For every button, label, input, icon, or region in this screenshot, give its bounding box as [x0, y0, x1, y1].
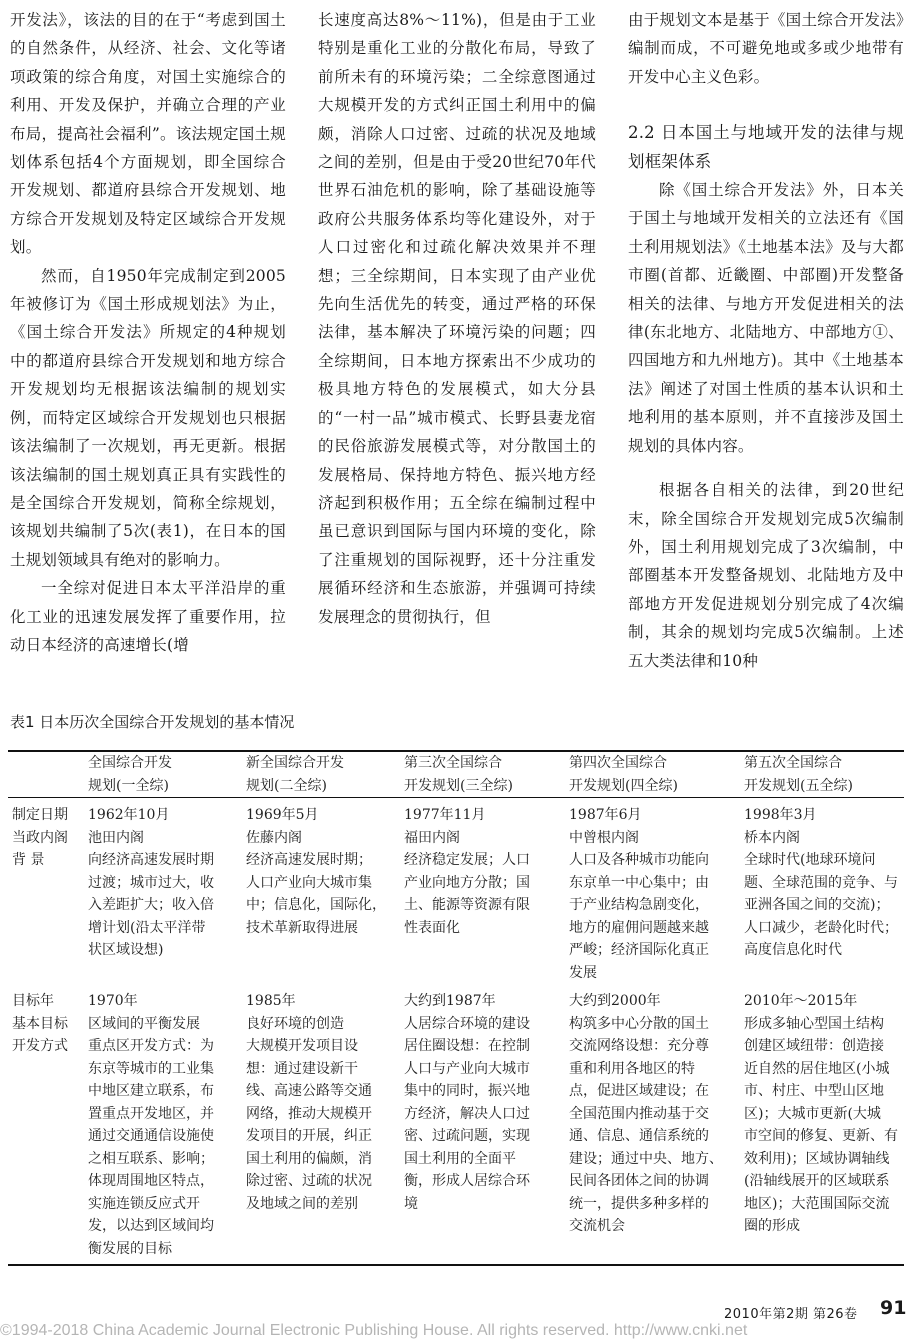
row-label-line: 制定日期 [12, 807, 68, 823]
cell-line: 1970年 [88, 993, 138, 1009]
cell-line: 置重点开发地区，并 [88, 1105, 214, 1122]
cell-line: 大约到2000年 [569, 993, 661, 1009]
table-cell [400, 984, 565, 1265]
cell-line: 人口与产业向大城市 [404, 1060, 530, 1077]
cell-line: 通、信息、通信系统的 [569, 1128, 709, 1144]
row-label-line: 基本目标 [12, 1015, 68, 1032]
cell-line: 福田内阁 [404, 829, 460, 846]
cell-line: 交流网络设想：充分尊 [569, 1038, 709, 1054]
cell-line: 发展 [569, 964, 597, 981]
cell-line: 状区域设想) [88, 942, 164, 958]
cell-line: 之相互联系、影响； [88, 1150, 214, 1167]
cell-line: 人居综合环境的建设 [404, 1015, 530, 1032]
copyright-watermark: ©1994-2018 China Academic Journal Electronic Publishing House. All rights reserved. http://www.cnki.net [0, 1322, 748, 1339]
header-cell: 新全国综合开发 规划(二全综) [246, 755, 344, 794]
cell-line: 土、能源等资源有限 [404, 897, 530, 913]
cell-line: 亚洲各国之间的交流)； [744, 897, 890, 913]
paragraph: 开发法》，该法的目的在于“考虑到国土的自然条件，从经济、社会、文化等诸项政策的综合角度，对国土实施综合的利用、开发及保护，并确立合理的产业布局，提高社会福利”。该法规定国土规划体系包括4个方面规划，即全国综合开发规划、都道府县综合开发规划、地方综合开发规划及特定区域综合开发规划。 [10, 11, 286, 257]
cell-line: 1962年10月 [88, 807, 170, 823]
cell-line: 人口减少，老龄化时代； [744, 919, 898, 936]
cell-line: 境 [404, 1195, 418, 1212]
cell-line: 经济稳定发展；人口 [404, 852, 530, 868]
table-cell [242, 798, 400, 985]
cell-line: 中地区建立联系，布 [88, 1083, 214, 1099]
row-label-line: 开发方式 [12, 1038, 68, 1054]
cell-line: 产业向地方分散；国 [404, 874, 530, 891]
cell-line: 地区)；大范围国际交流 [744, 1195, 890, 1212]
cell-line: 居住圈设想：在控制 [404, 1038, 530, 1054]
table-cell [740, 984, 904, 1265]
cell-line: 民间各团体之间的协调 [569, 1173, 709, 1189]
cell-line: 点，促进区域建设；在 [569, 1083, 709, 1099]
cell-line: 东京等城市的工业集 [88, 1060, 214, 1077]
cell-line: 市、村庄、中型山区地 [744, 1083, 884, 1099]
cell-line: 东京单一中心集中；由 [569, 874, 709, 891]
cell-line: 人口产业向大城市集 [246, 874, 372, 891]
cell-line: 1985年 [246, 993, 296, 1009]
cell-line: 实施连锁反应式开 [88, 1195, 200, 1212]
cell-line: 大约到1987年 [404, 993, 496, 1009]
cell-line: 重点区开发方式：为 [88, 1038, 214, 1054]
row-label-line: 目标年 [12, 993, 54, 1009]
cell-line: 增计划(沿太平洋带 [88, 919, 206, 936]
cell-line: 除过密、过疏的状况 [246, 1173, 372, 1189]
header-cell: 第五次全国综合 开发规划(五全综) [744, 755, 853, 794]
cell-line: 衡，形成人居综合环 [404, 1173, 530, 1189]
table-cell [400, 798, 565, 985]
header-cell: 全国综合开发 规划(一全综) [88, 755, 172, 794]
cell-line: 全球时代(地球环境问 [744, 852, 876, 868]
journal-info: 2010年第2期 第26卷 [724, 1307, 858, 1322]
cell-line: 创建区域纽带：创造接 [744, 1038, 884, 1054]
text-column-3 [628, 6, 904, 675]
cell-line: (沿轴线展开的区域联系 [744, 1173, 890, 1189]
cell-line: 构筑多中心分散的国土 [569, 1015, 709, 1032]
table-row [8, 984, 904, 1265]
header-cell: 第四次全国综合 开发规划(四全综) [569, 755, 678, 794]
cell-line: 发项目的开展，纠正 [246, 1128, 372, 1144]
cell-line: 人口及各种城市功能向 [569, 852, 709, 868]
table-row [8, 798, 904, 985]
cell-line: 中；信息化，国际化， [246, 897, 386, 913]
cell-line: 交流机会 [569, 1218, 625, 1234]
cell-line: 通过交通通信设施使 [88, 1128, 214, 1144]
row-label-line: 当政内阁 [12, 829, 68, 846]
cell-line: 国土利用的偏颇，消 [246, 1150, 372, 1167]
cell-line: 技术革新取得进展 [246, 919, 358, 936]
cell-line: 效利用)；区域协调轴线 [744, 1150, 890, 1167]
table-cell [740, 798, 904, 985]
header-cell-empty [8, 751, 84, 798]
cell-line: 区)；大城市更新(大城 [744, 1105, 881, 1122]
plans-table [8, 750, 904, 1266]
cell-line: 大规模开发项目设 [246, 1038, 358, 1054]
table-cell [242, 984, 400, 1265]
table-cell [565, 798, 740, 985]
cell-line: 地方的雇佣问题越来越 [569, 919, 709, 936]
cell-line: 密、过疏问题，实现 [404, 1128, 530, 1144]
cell-line: 方经济，解决人口过 [404, 1105, 530, 1122]
cell-line: 重和利用各地区的特 [569, 1060, 695, 1077]
table-cell [565, 984, 740, 1265]
cell-line: 体现周围地区特点， [88, 1173, 214, 1189]
cell-line: 想：通过建设新干 [246, 1060, 358, 1077]
cell-line: 中曾根内阁 [569, 829, 639, 846]
cell-line: 全国范围内推动基于交 [569, 1105, 709, 1122]
cell-line: 2010年～2015年 [744, 993, 858, 1009]
table-caption: 表1 日本历次全国综合开发规划的基本情况 [10, 713, 295, 731]
cell-line: 经济高速发展时期； [246, 852, 372, 868]
cell-line: 向经济高速发展时期 [88, 852, 214, 868]
cell-line: 形成多轴心型国土结构 [744, 1015, 884, 1032]
cell-line: 佐藤内阁 [246, 829, 302, 846]
paragraph: 除《国土综合开发法》外，日本关于国土与地域开发相关的立法还有《国土利用规划法》《土地基本法》及与大都市圈(首都、近畿圈、中部圈)开发整备相关的法律、与地方开发促进相关的法律(东北地方、北陆地方、中部地方①、四国地方和九州地方)。其中《土地基本法》阐述了对国土性质的基本认识和土地利用的基本原则，并不直接涉及国土规划的具体内容。 [628, 181, 904, 455]
cell-line: 桥本内阁 [744, 829, 800, 846]
cell-line: 统一，提供多种多样的 [569, 1195, 709, 1212]
cell-line: 池田内阁 [88, 829, 144, 846]
cell-line: 集中的同时，振兴地 [404, 1083, 530, 1099]
cell-line: 及地域之间的差别 [246, 1195, 358, 1212]
paragraph: 一全综对促进日本太平洋沿岸的重化工业的迅速发展发挥了重要作用，拉动日本经济的高速增长(增 [10, 579, 286, 654]
cell-line: 良好环境的创造 [246, 1015, 344, 1032]
row-label [8, 984, 84, 1265]
cell-line: 网络，推动大规模开 [246, 1105, 372, 1122]
paragraph: 根据各自相关的法律，到20世纪末，除全国综合开发规划完成5次编制外，国土利用规划完成了3次编制，中部圈基本开发整备规划、北陆地方及中部地方开发促进规划分别完成了4次编制，其余的规划均完成5次编制。上述五大类法律和10种 [628, 481, 904, 670]
cell-line: 近自然的居住地区(小城 [744, 1060, 890, 1077]
cell-line: 圈的形成 [744, 1218, 800, 1234]
text-column-2 [318, 6, 596, 631]
cell-line: 发，以达到区域间均 [88, 1218, 214, 1234]
header-cell: 第三次全国综合 开发规划(三全综) [404, 755, 513, 794]
cell-line: 线、高速公路等交通 [246, 1083, 372, 1099]
cell-line: 1998年3月 [744, 807, 817, 823]
table-header-row [8, 751, 904, 798]
page-number: 91 [880, 1297, 907, 1319]
cell-line: 入差距扩大；收入倍 [88, 897, 214, 913]
cell-line: 建设；通过中央、地方、 [569, 1150, 723, 1167]
table-cell [84, 984, 242, 1265]
cell-line: 国土利用的全面平 [404, 1150, 516, 1167]
cell-line: 1977年11月 [404, 807, 486, 823]
row-label [8, 798, 84, 985]
cell-line: 1987年6月 [569, 807, 642, 823]
table-cell [84, 798, 242, 985]
paragraph: 然而，自1950年完成制定到2005年被修订为《国土形成规划法》为止，《国土综合开发法》所规定的4种规划中的都道府县综合开发规划和地方综合开发规划均无根据该法编制的规划实例，而特定区域综合开发规划也只根据该法编制了一次规划，再无更新。根据该法编制的国土规划真正具有实践性的是全国综合开发规划，简称全综规划，该规划共编制了5次(表1)，在日本的国土规划领域具有绝对的影响力。 [10, 266, 286, 569]
cell-line: 区域间的平衡发展 [88, 1015, 200, 1032]
cell-line: 1969年5月 [246, 807, 319, 823]
row-label-line: 背 景 [12, 852, 45, 868]
cell-line: 高度信息化时代 [744, 942, 842, 958]
paragraph: 由于规划文本是基于《国土综合开发法》编制而成，不可避免地或多或少地带有开发中心主义色彩。 [628, 11, 904, 86]
cell-line: 于产业结构急剧变化， [569, 897, 709, 913]
text-column-1 [10, 6, 286, 659]
cell-line: 严峻；经济国际化真正 [569, 942, 709, 958]
cell-line: 性表面化 [404, 919, 460, 936]
cell-line: 过渡；城市过大，收 [88, 874, 214, 891]
section-heading: 2.2 日本国土与地域开发的法律与规划框架体系 [628, 123, 904, 171]
cell-line: 题、全球范围的竞争、与 [744, 874, 898, 891]
paragraph: 长速度高达8%～11%)，但是由于工业特别是重化工业的分散化布局，导致了前所未有的环境污染；二全综意图通过大规模开发的方式纠正国土利用中的偏颇，消除人口过密、过疏的状况及地域之间的差别，但是由于受20世纪70年代世界石油危机的影响，除了基础设施等政府公共服务体系均等化建设外，对于人口过密化和过疏化解决效果并不理想；三全综期间，日本实现了由产业优先向生活优先的转变，通过严格的环保法律，基本解决了环境污染的问题；四全综期间，日本地方探索出不少成功的极具地方特色的发展模式，如大分县的“一村一品”城市模式、长野县妻龙宿的民俗旅游发展模式等，对分散国土的发展格局、保持地方特色、振兴地方经济起到积极作用；五全综在编制过程中虽已意识到国际与国内环境的变化，除了注重规划的国际视野，还十分注重发展循环经济和生态旅游，并强调可持续发展理念的贯彻执行，但 [318, 11, 596, 626]
cell-line: 市空间的修复、更新、有 [744, 1128, 898, 1144]
cell-line: 衡发展的目标 [88, 1240, 172, 1257]
